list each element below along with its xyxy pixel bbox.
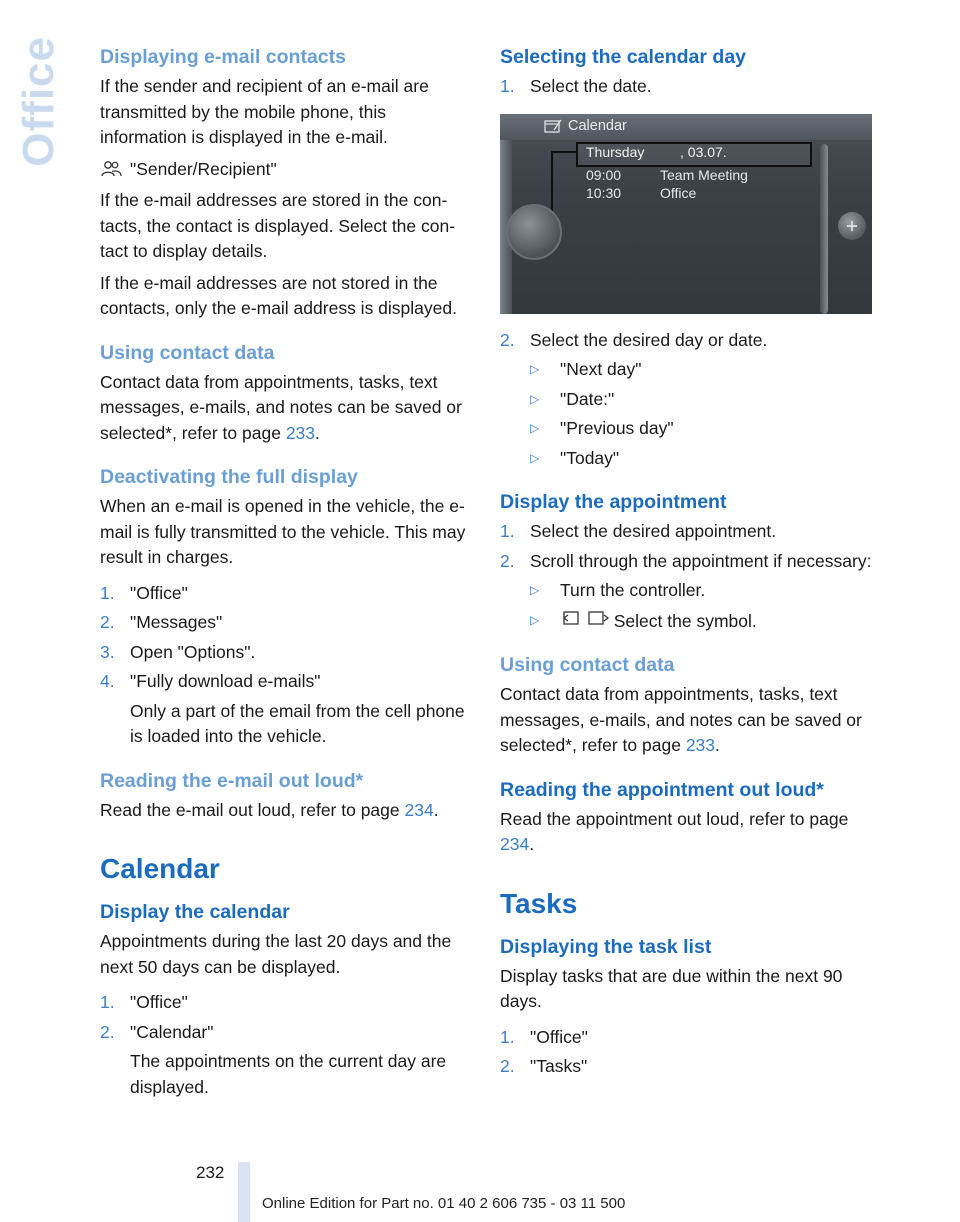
paragraph <box>500 807 876 858</box>
step-text: Select the desired appointment. <box>530 521 777 541</box>
step-text: Scroll through the appointment if necessary: <box>530 550 872 571</box>
bullet-triangle-icon: ▷ <box>530 583 540 597</box>
step-number: 2. <box>100 1021 115 1042</box>
next-entry-icon <box>587 608 609 628</box>
steps-list <box>500 519 876 634</box>
step-text: "Office" <box>130 992 188 1012</box>
step-text: "Office" <box>530 1026 588 1047</box>
bullet-triangle-icon: ▷ <box>530 362 540 376</box>
list-item <box>500 1054 876 1080</box>
step-number: 1. <box>100 582 115 603</box>
steps-list <box>500 1025 876 1080</box>
option-text: "Date:" <box>560 388 615 409</box>
step-number: 1. <box>100 992 115 1012</box>
paragraph: If the sender and recipient of an e-mail are transmitted by the mobile phone, this information is displayed in the e-mail. <box>100 76 429 147</box>
list-item <box>100 1020 476 1101</box>
screen-scrollbar <box>820 144 828 314</box>
page-link-233[interactable]: 233 <box>685 735 716 755</box>
list-item <box>500 519 876 545</box>
paragraph: If the e-mail addresses are not stored in the contacts, only the e-mail address is displayed. <box>100 272 457 318</box>
list-item <box>100 581 476 607</box>
step-text: "Fully download e-mails" <box>130 671 321 691</box>
list-item <box>528 608 876 635</box>
step-number: 1. <box>500 1026 515 1047</box>
step-number: 1. <box>500 521 515 541</box>
paragraph: If the e-mail addresses are stored in the contacts, the contact is displayed. Select the contact to display details. <box>100 190 456 261</box>
heading-email-contacts: Displaying e-mail contacts <box>100 46 346 68</box>
paragraph <box>500 682 876 759</box>
bullet-triangle-icon: ▷ <box>530 612 540 627</box>
appointment-label: Team Meeting <box>660 166 748 183</box>
page-link-234[interactable]: 234 <box>404 799 434 820</box>
paragraph: Appointments during the last 20 days and the next 50 days can be displayed. <box>100 931 452 977</box>
step-text: "Tasks" <box>530 1056 588 1076</box>
section-title-tasks: Tasks <box>500 887 578 919</box>
page-link-234[interactable]: 234 <box>500 834 530 854</box>
list-item <box>100 990 476 1016</box>
bullet-triangle-icon: ▷ <box>530 450 540 465</box>
step-number: 3. <box>100 641 115 662</box>
heading-using-contact-data: Using contact data <box>500 654 675 676</box>
text: Contact data from appointments, tasks, text messages, e-mails, and notes can be saved or selected*, refer to page <box>500 684 862 755</box>
text: Read the e-mail out loud, refer to page <box>100 799 405 820</box>
bullet-triangle-icon: ▷ <box>530 391 540 406</box>
steps-list <box>500 74 876 100</box>
calendar-screenshot <box>500 114 872 314</box>
screen-title: Calendar <box>568 117 627 134</box>
calendar-icon <box>544 118 562 139</box>
text: . <box>433 799 439 820</box>
edition-note: Online Edition for Part no. 01 40 2 606 735 - 03 11 500 <box>262 1195 626 1212</box>
text: Contact data from appointments, tasks, text messages, e-mails, and notes can be saved or selected*, refer to page <box>100 371 462 443</box>
screen-frame-left <box>500 114 512 314</box>
heading-using-contact-data: Using contact data <box>100 341 275 364</box>
heading-task-list: Displaying the task list <box>500 935 712 958</box>
bullet-list <box>528 578 876 634</box>
step-subtext: The appointments on the current day are displayed. <box>130 1051 447 1097</box>
steps-list <box>100 990 476 1100</box>
steps-list <box>500 328 876 472</box>
list-item <box>100 669 476 750</box>
list-item <box>100 640 476 666</box>
list-item <box>500 549 876 635</box>
paragraph <box>100 370 476 447</box>
controller-knob-left <box>506 204 562 260</box>
list-item <box>528 416 876 442</box>
list-item <box>500 328 876 472</box>
text: . <box>315 422 320 443</box>
section-title-calendar: Calendar <box>100 853 220 884</box>
step-text: "Office" <box>130 582 188 603</box>
step-number: 4. <box>100 671 115 691</box>
step-text: Select the desired day or date. <box>530 329 768 350</box>
step-text: Select the date. <box>530 76 652 96</box>
paragraph: When an e-mail is opened in the vehicle, the e-mail is fully transmitted to the vehicle. This may result in charges. <box>100 496 466 567</box>
footer-accent-bar <box>238 1162 250 1222</box>
steps-list <box>100 581 476 750</box>
bullet-triangle-icon: ▷ <box>530 421 540 435</box>
list-item <box>100 610 476 636</box>
step-number: 2. <box>500 1056 515 1076</box>
page-number: 232 <box>196 1163 225 1182</box>
heading-display-appointment: Display the appointment <box>500 491 727 513</box>
text: . <box>529 834 535 854</box>
screen-date: , 03.07. <box>680 143 727 160</box>
screen-day: Thursday <box>586 143 645 160</box>
appointment-time: 10:30 <box>586 184 622 201</box>
previous-entry-icon <box>560 608 582 628</box>
sender-recipient-label: "Sender/Recipient" <box>130 158 277 179</box>
page-link-233[interactable]: 233 <box>285 422 316 443</box>
sender-recipient-row <box>100 157 476 183</box>
step-text: "Messages" <box>130 612 223 632</box>
plus-knob <box>838 212 866 240</box>
heading-reading-email: Reading the e-mail out loud* <box>100 769 364 792</box>
appointment-label: Office <box>660 184 697 201</box>
heading-selecting-calendar-day: Selecting the calendar day <box>500 46 747 68</box>
list-item <box>528 387 876 413</box>
chapter-side-tab: Office <box>14 36 63 167</box>
text: Read the appointment out loud, refer to page <box>500 808 849 829</box>
step-number: 1. <box>500 76 515 96</box>
list-item <box>528 357 876 383</box>
step-text: "Calendar" <box>130 1021 214 1042</box>
option-text: "Next day" <box>560 359 642 379</box>
appointment-time: 09:00 <box>586 166 622 183</box>
heading-reading-appointment: Reading the appointment out loud* <box>500 778 824 801</box>
option-text: "Today" <box>560 447 620 468</box>
step-text: Open "Options". <box>130 641 256 662</box>
option-text: "Previous day" <box>560 418 674 438</box>
list-item <box>500 1025 876 1051</box>
step-subtext: Only a part of the email from the cell phone is loaded into the vehicle. <box>130 700 465 746</box>
left-column <box>100 44 476 1104</box>
bullet-text: Turn the controller. <box>560 580 706 600</box>
contacts-icon <box>100 159 122 179</box>
text: . <box>715 735 720 755</box>
step-number: 2. <box>500 550 515 571</box>
right-column <box>500 44 876 1084</box>
heading-display-calendar: Display the calendar <box>100 901 290 923</box>
paragraph: Display tasks that are due within the next 90 days. <box>500 965 843 1011</box>
bullet-text: Select the symbol. <box>613 610 757 631</box>
step-number: 2. <box>100 612 115 632</box>
heading-deactivating-full-display: Deactivating the full display <box>100 466 358 488</box>
list-item <box>500 74 876 100</box>
paragraph <box>100 798 476 824</box>
list-item <box>528 446 876 472</box>
options-list <box>528 357 876 471</box>
step-number: 2. <box>500 329 515 350</box>
list-item <box>528 578 876 604</box>
